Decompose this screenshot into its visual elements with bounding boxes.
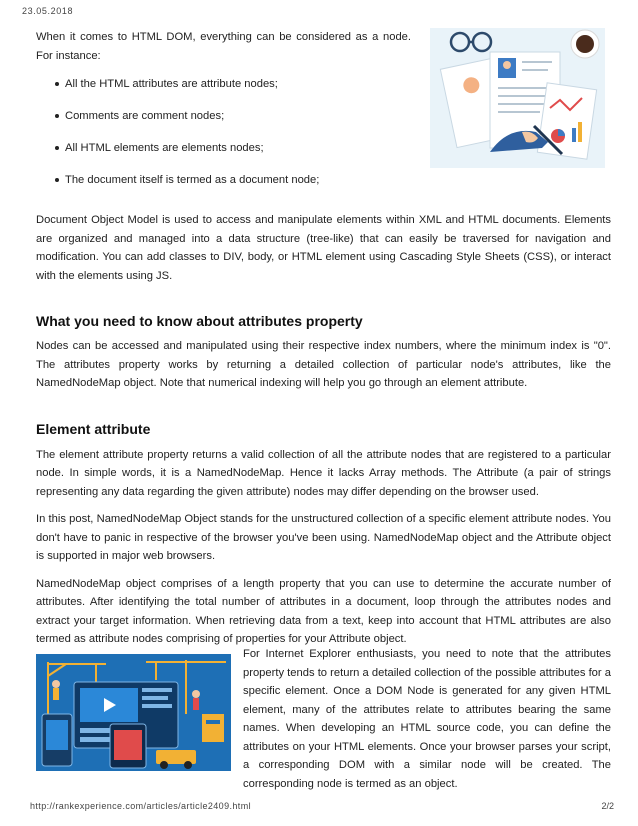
heading-attributes-property: What you need to know about attributes property xyxy=(36,313,363,329)
namednodemap-paragraph: In this post, NamedNodeMap Object stands for the unstructured collection of a specific element attribute nodes. You don't have to panic in respective of the browser you've been using. NamedNodeMap object and the Attribute object is supported in major web browsers. xyxy=(36,513,611,562)
list-item: Comments are comment nodes; xyxy=(36,107,411,139)
heading-element-attribute: Element attribute xyxy=(36,420,151,437)
web-development-illustration xyxy=(36,654,231,771)
page-url: http://rankexperience.com/articles/article2409.html xyxy=(30,801,251,811)
intro-text: When it comes to HTML DOM, everything can be considered as a node. For instance: xyxy=(36,31,411,62)
attributes-property-paragraph: Nodes can be accessed and manipulated using their respective index numbers, where the minimum index is "0". The attributes property works by returning a detailed collection of particular node's attributes, like the NamedNodeMap object. Note that numerical indexing will help you go through an element attribute. xyxy=(36,340,611,389)
page-number: 2/2 xyxy=(601,801,614,811)
dom-paragraph: Document Object Model is used to access and manipulate elements within XML and HTML documents. Elements are organized and managed into a data structure (tree-like) that can easily be traversed for navigation and modification. You can add classes to DIV, body, or HTML element using Cascading Style Sheets (CSS), or interact with the elements using JS. xyxy=(36,214,611,282)
node-type-list xyxy=(36,75,411,203)
list-item: All the HTML attributes are attribute nodes; xyxy=(36,75,411,107)
element-attribute-paragraph: The element attribute property returns a valid collection of all the attribute nodes that are registered to a particular node. In simple words, it is a NamedNodeMap. Hence it lacks Array methods. The Attribute (a pair of strings representing any data regarding the given attribute) nodes may differ depending on the browser used. xyxy=(36,448,611,498)
internet-explorer-paragraph: For Internet Explorer enthusiasts, you need to note that the attributes property tends to return a detailed collection of the possible attributes for a specific element. Once a DOM Node is generated for any given HTML element, many of the attributes relate to attributes bearing the same names. When developing an HTML source code, you can define the attributes on your HTML elements. Once your browser parses your script, a corresponding DOM with a similar node will be created. The corresponding node is termed as an object. xyxy=(243,648,611,790)
print-date: 23.05.2018 xyxy=(22,6,74,16)
list-item: The document itself is termed as a document node; xyxy=(36,171,411,203)
list-item: All HTML elements are elements nodes; xyxy=(36,139,411,171)
article-body xyxy=(36,28,611,649)
length-property-paragraph: NamedNodeMap object comprises of a length property that you can use to determine the accurate number of attributes. After identifying the total number of attributes in a document, loop through the attributes nodes and extract your target information. When retrieving data from a text, keep into account that HTML attributes are also termed as attribute nodes comprising of properties for your Attribute object. xyxy=(36,577,611,645)
